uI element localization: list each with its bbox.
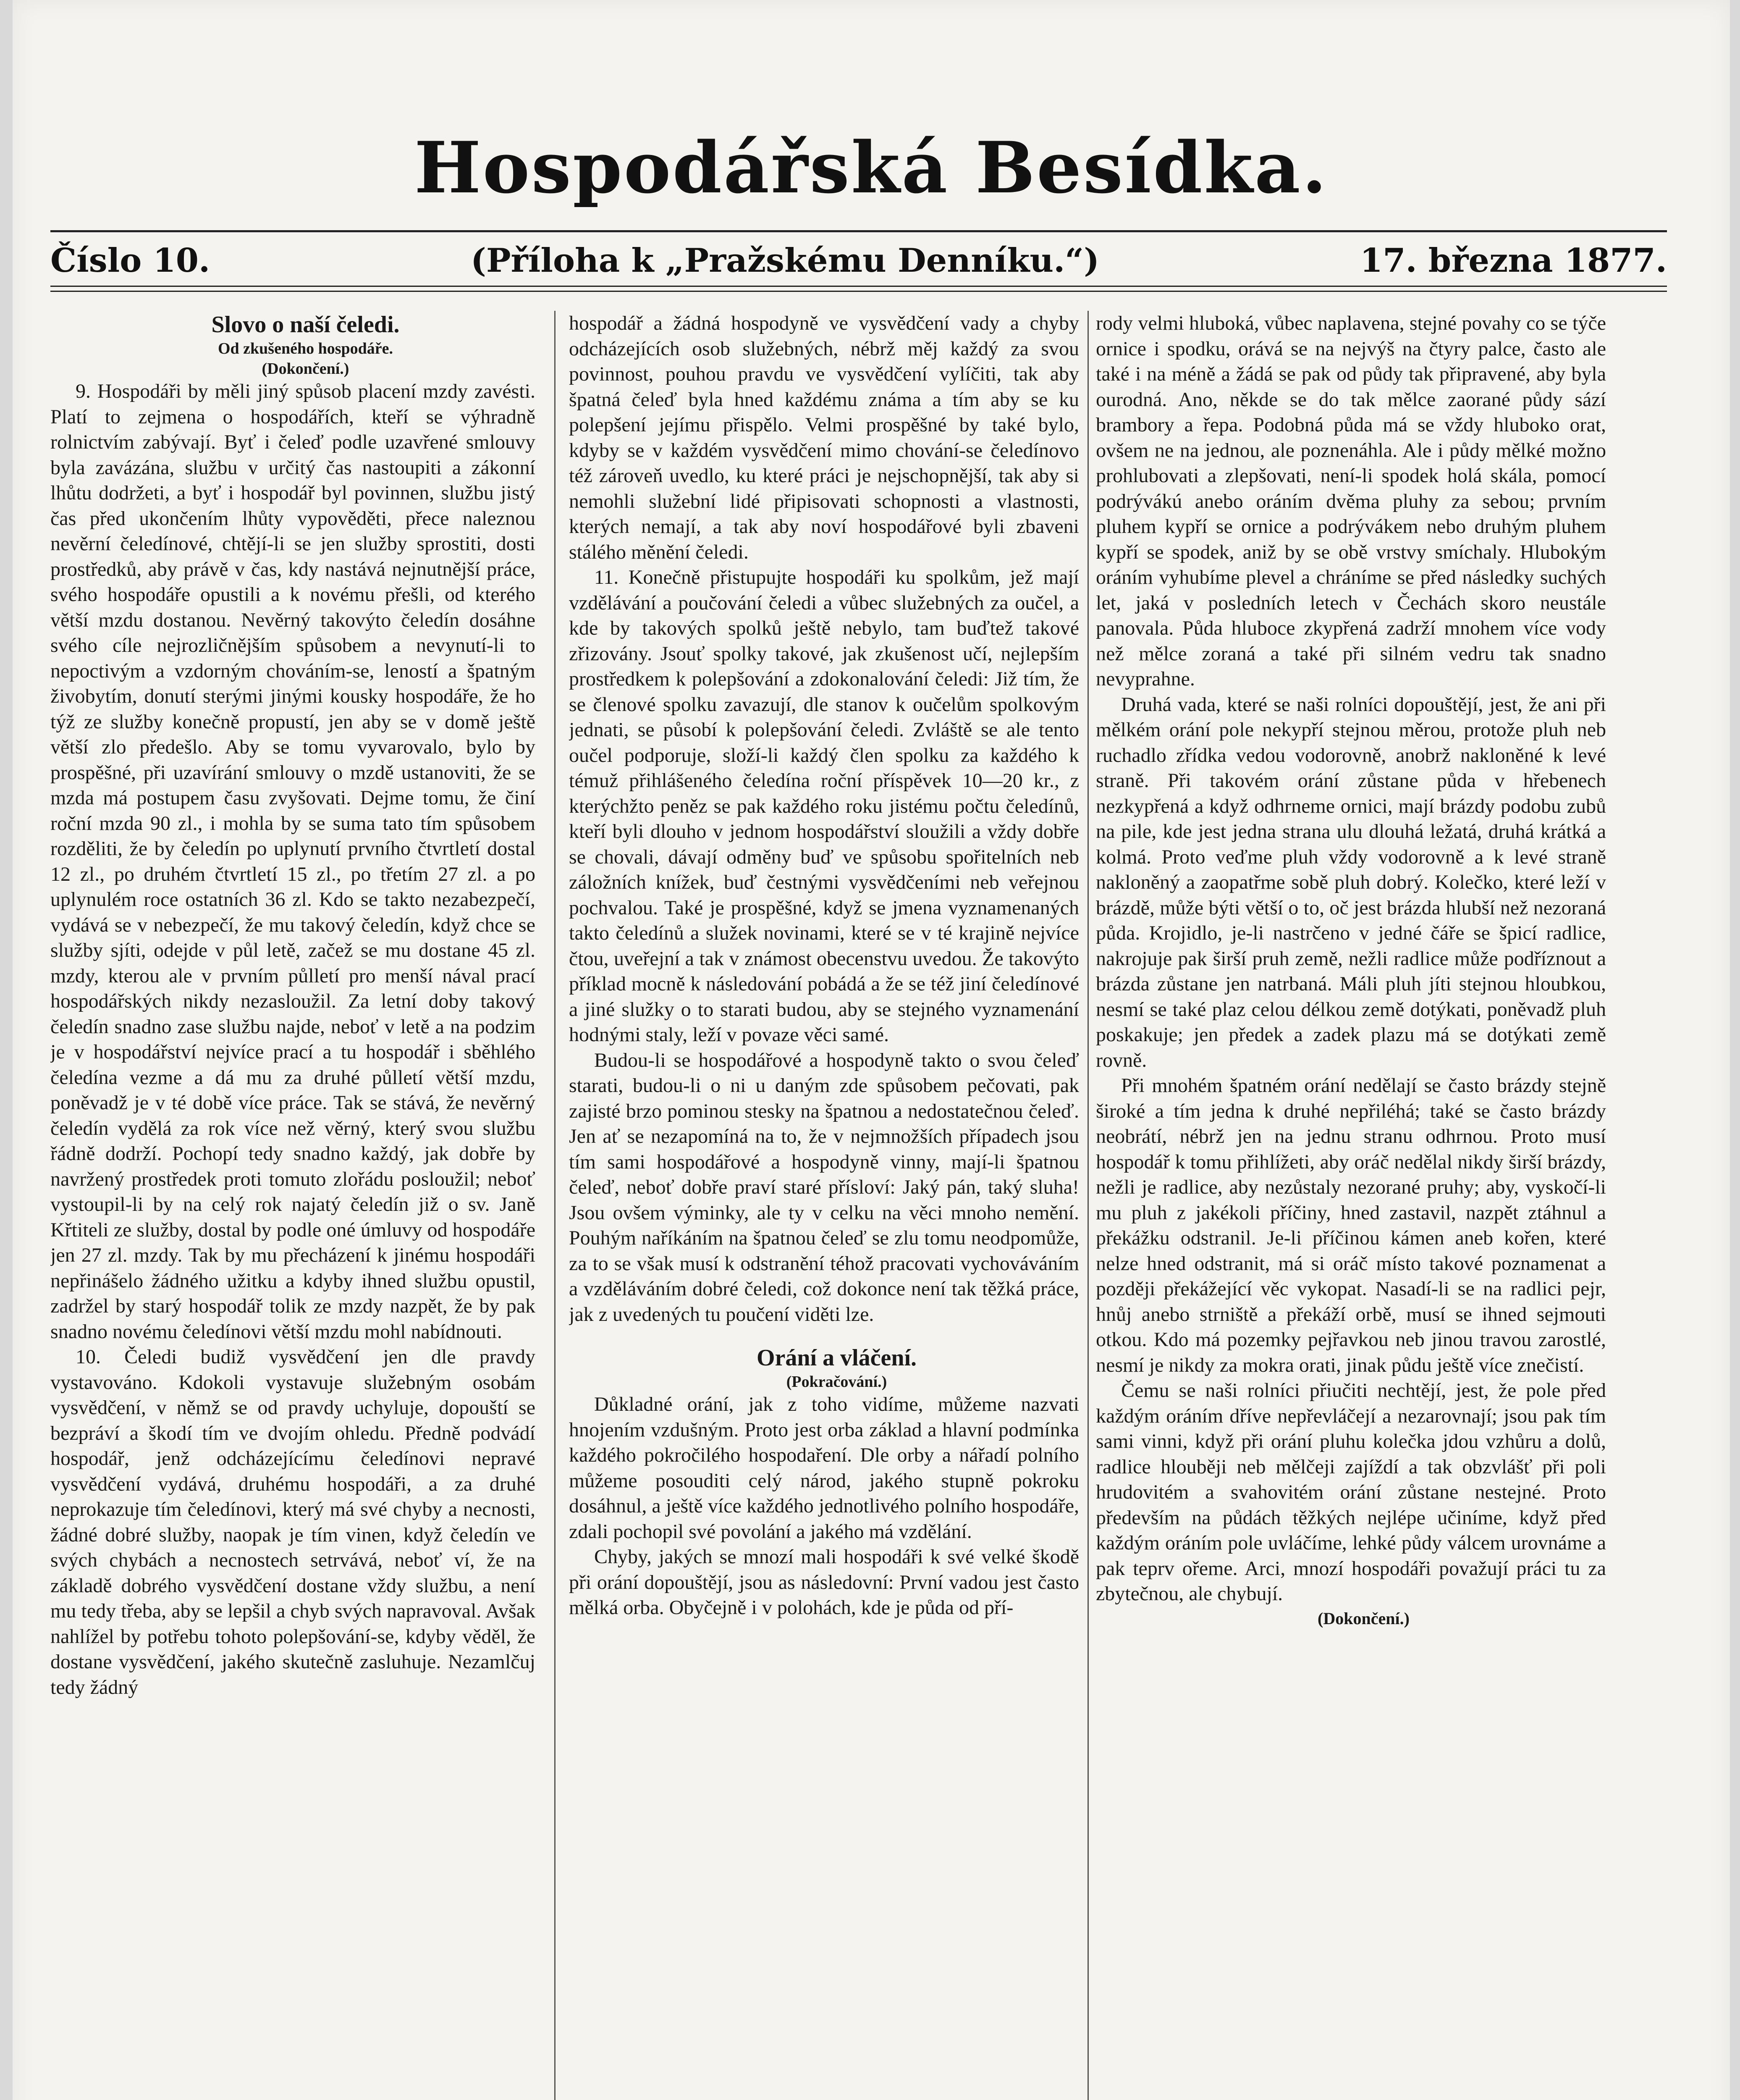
article2-paragraph-3: Druhá vada, které se naši rolníci dopouštějí, jest, že ani při mělkém orání pole nekypří stejnou měrou, protože pluh neb ruchadlo zřídka vedou vodorovně, anobrž nakloněné k levé straně. Při takovém orání zůstane půda v hřebenech nezkypřená a když odhrneme ornici, mají brázdy podobu zubů na pile, kde jest jedna strana ulu dlouhá ležatá, druhá krátká a kolmá. Proto veďme pluh vždy vodorovně a k levé straně nakloněný a zaopatřme sobě pluh dobrý. Kolečko, které leží v brázdě, může býti větší o to, oč jest brázda hlubší než nezoraná půda. Krojidlo, je-li nastrčeno v jedné čáře se špicí radlice, nakrojuje pak širší pruh země, nežli radlice může podříznout a brázda zůstane jen natrbaná. Máli pluh jíti stejnou hloubkou, nesmí se také plaz celou délkou země dotýkati, poněvadž pluh poskakuje; jen předek a zadek plazu má se dotýkati země rovně.: [1096, 693, 1606, 1071]
article2-paragraph-1: Důkladné orání, jak z toho vidíme, můžeme nazvati hnojením vzdušným. Proto jest orba základ a hlavní podmínka každého pokročilého hospodaření. Dle orby a nářadí polního můžeme posouditi celý národ, jakého stupně pokroku dosáhnul, a ještě více každého jednotlivého polního hospodáře, zdali pochopil své povolání a jakého má vzdělání.: [569, 1393, 1079, 1543]
paragraph-9: 9. Hospodáři by měli jiný spůsob placení mzdy zavésti. Platí to zejmena o hospodářích, kteří se výhradně rolnictvím zabývají. Byť i čeleď podle uzavřené smlouvy byla zavázána, službu v určitý čas nastoupiti a zákonní lhůtu dodržeti, a byť i hospodář byl povinnen, službu jistý čas před ukončením lhůty vypověděti, přece naleznou nevěrní čeledínové, chtějí-li se jen služby sprostiti, dosti prostředků, aby právě v čas, kdy nastává nejnutnější práce, svého hospodáře opustili a k novému přešli, od kterého větší mzdu dostanou. Nevěrný takovýto čeledín dosáhne svého cíle nejrozličnějším spůsobem a nevynutí-li to nepoctivým a vzdorným chováním-se, leností a špatným živobytím, donutí sterými jinými kousky hospodáře, že ho týž ze služby konečně propustí, jen aby se v domě ještě větší zlo předešlo. Aby se tomu vyvarovalo, bylo by prospěšné, při uzavírání smlouvy o mzdě ustanoviti, že se mzda má postupem času zvyšovati. Dejme tomu, že činí roční mzda 90 zl., i mohla by se suma tato tím spůsobem rozděliti, že by čeledín po uplynutí prvního čtvrtletí dostal 12 zl., po druhém čtvrtletí 15 zl., po třetím 27 zl. a po uplynulém roce ostatních 36 zl. Kdo se takto nezabezpečí, vydává se v nebezpečí, že mu takový čeledín, když chce se služby sjíti, odejde v půl letě, začež se mu dostane 45 zl. mzdy, kterou ale v prvním půlletí pro menší nával prací hospodářských nikdy nezasloužil. Za letní doby takový čeledín snadno zase službu najde, neboť v letě a na podzim je v hospodářství nejvíce prací a tu hospodář i sběhlého čeledína vezme a dá mu za druhé půlletí větší mzdu, poněvadž je v té době více práce. Tak se stává, že nevěrný čeledín vydělá za rok více než věrný, který svou službu řádně dodrží. Pochopí tedy snadno každý, jak dobře by navržený prostředek proti tomuto zlořádu posloužil; neboť vystoupil-li by na celý rok najatý čeledín již o sv. Janě Křtiteli ze služby, dostal by podle oné úmluvy od hospodáře jen 27 zl. mzdy. Tak by mu přecházení k jinému hospodáři nepřinášelo žádného užitku a kdyby ihned službu opustil, zadržel by starý hospodář tolik ze mzdy nazpět, že by pak snadno novému čeledínovi větší mzdu mohl nabídnouti.: [50, 380, 535, 1343]
article2-title: Orání a vláčení.: [756, 1345, 917, 1371]
article2-paragraph-4: Při mnohém špatném orání nedělají se často brázdy stejně široké a tím jedna k druhé nepřiléhá; také se často brázdy neobrátí, nébrž jen na jednu stranu odhrnou. Proto musí hospodář k tomu přihlížeti, aby oráč nedělal nikdy širší brázdy, nežli je radlice, aby nezůstaly nezorané pruhy; aby, vyskočí-li mu pluh z jakékoli příčiny, hned zastavil, nazpět ztáhnul a překážku odstranil. Je-li příčinou kámen aneb kořen, které nelze hned odstranit, má si oráč místo takové poznamenat a později překážející věc vykopat. Nasadí-li se na radlici pejr, hnůj anebo strniště a překáží orbě, musí se ihned sejmouti otkou. Kdo má pozemky pejřavkou neb jinou travou zarostlé, nesmí je nikdy za mokra orati, jinak půdu ještě více znečistí.: [1096, 1074, 1606, 1376]
supplement-note: (Příloha k „Pražskému Denníku.“): [471, 241, 1100, 280]
issue-date: 17. března 1877.: [1360, 241, 1667, 280]
column-2: [569, 311, 1079, 2100]
article2-continued-note: (Pokračování.): [786, 1373, 887, 1391]
header-rule-2: [50, 291, 1667, 292]
paragraph-10-continued: hospodář a žádná hospodyně ve vysvědčení vady a chyby odcházejících osob služebných, nébrž měj každý za svou povinnost, pouhou pravdu ve vysvědčení vylíčiti, tak aby špatná čeleď byla hned každému známa a tím aby se ku polepšení jejímu přispělo. Velmi prospěšné by také bylo, kdyby se v každém vysvědčení mimo chování-se čeledínovo též zároveň uvedlo, ku které práci je nejschopnější, tak aby si nemohli služební lidé připisovati schopnosti a vlastnosti, kterých nemají, a tak aby noví hospodářové byli zbaveni stálého měnění čeledi.: [569, 312, 1079, 563]
paragraph-closing: Budou-li se hospodářové a hospodyně takto o svou čeleď starati, budou-li o ni u daným zde spůsobem pečovati, pak zajisté brzo pominou stesky na špatnou a nedostatečnou čeleď. Jen ať se nezapomíná na to, že v nejmnožších případech jsou tím sami hospodářové a hospodyně vinny, mají-li špatnou čeleď, neboť dobře praví staré přísloví: Jaký pán, taký sluha! Jsou ovšem výminky, ale ty v celku na věci mnoho nemění. Pouhým naříkáním na špatnou čeleď se zlu tomu neodpomůže, za to se však musí k odstranění téhož pracovati vychováváním a vzděláváním dobré čeledi, což dokonce není tak těžká práce, jak z uvedených tu poučení viděti lze.: [569, 1049, 1079, 1326]
issue-info-line: [50, 237, 1667, 284]
issue-number: Číslo 10.: [50, 241, 210, 280]
article-continued-note: (Dokončení.): [262, 360, 349, 378]
column-divider-1: [554, 311, 556, 2100]
to-be-concluded-note: (Dokončení.): [1318, 1609, 1410, 1628]
article-byline: Od zkušeného hospodáře.: [218, 340, 393, 357]
article2-paragraph-5: Čemu se naši rolníci přiučiti nechtějí, jest, že pole před každým oráním dříve nepřevláčejí a nezarovnají; jsou pak tím sami vinni, když při orání pluhu kolečka jdou vzhůru a dolů, radlice hlouběji neb mělčeji zajíždí a tak obzvlášť při poli hrudovitém a svahovitém orání zůstane nestejné. Proto především na půdách těžkých nejlépe učiníme, když před každým oráním pole uvláčíme, lehké půdy válcem urovnáme a pak teprv ořeme. Arci, mnozí hospodáři považují práci tu za zbytečnou, ale chybují.: [1096, 1379, 1606, 1605]
article2-paragraph-2-continued: rody velmi hluboká, vůbec naplavena, stejné povahy co se týče ornice i spodku, orává se na nejvýš na čtyry palce, často ale také i na méně a žádá se pak od půdy tak připravené, aby byla ourodná. Ano, někde se do tak mělce zaorané půdy sází brambory a řepa. Podobná půda má se vždy hluboko orat, ovšem ne na jednou, ale poznenáhla. Ale i půdy mělké možno prohlubovati a zlepšovati, není-li spodek holá skála, pomocí podrývákú anebo oráním dvěma pluhy za sebou; prvním pluhem kypří se ornice a podrývákem nebo druhým pluhem kypří se spodek, aniž by se obě vrstvy smíchaly. Hlubokým oráním vyhubíme plevel a chráníme se před následky suchých let, jaká v posledních letech v Čechách skoro neustále panovala. Půda hluboce zkypřená zadrží mnohem více vody než mělce zoraná a také při silném vedru tak snadno nevyprahne.: [1096, 312, 1606, 690]
newspaper-page: [13, 0, 1730, 2100]
article2-paragraph-2: Chyby, jakých se mnozí mali hospodáři k své velké škodě při orání dopouštějí, jsou as následovní: První vadou jest často mělká orba. Obyčejně i v polohách, kde je půda od pří-: [569, 1546, 1079, 1619]
column-divider-2: [1088, 311, 1089, 2100]
column-1: [50, 311, 535, 2100]
top-rule: [50, 230, 1667, 232]
paragraph-10: 10. Čeledi budiž vysvědčení jen dle pravdy vystavováno. Kdokoli vystavuje služebným osobám vysvědčení, v němž se od pravdy uchyluje, dopouští se bezpráví a škodí tím ve dvojím ohledu. Předně podvádí hospodář, jenž odcházejícímu čeledínovi nepravé vysvědčení vydává, druhému hospodáři, a za druhé neprokazuje tím čeledínovi, který má své chyby a necnosti, žádné dobré služby, naopak je tím vinen, když čeledín ve svých chybách a necnostech setrvává, neboť ví, že na základě dobrého vysvědčení dostane vždy službu, a není mu tedy třeba, aby se lepšil a chyb svých napravoval. Avšak nahlížel by potřebu tohoto polepšování-se, kdyby věděl, že dostane vysvědčení, jakého skutečně zasluhuje. Nezamlčuj tedy žádný: [50, 1346, 535, 1698]
article-title: Slovo o naší čeledi.: [211, 312, 400, 338]
paragraph-11: 11. Konečně přistupujte hospodáři ku spolkům, jež mají vzdělávání a poučování čeledi a vůbec služebných za oučel, a kde by takových spolků ještě nebylo, tam buďtež takové zřizovány. Jsouť spolky takové, jak zkušenost učí, nejlepším prostředkem k polepšování a zdokonalování čeledi: Již tím, že se členové spolku zavazují, dle stanov k oučelům spolkovým jednati, se působí k polepšování čeledi. Zvláště se ale tento oučel podporuje, složí-li každý člen spolku za každého k témuž přihlášeného čeledína roční příspěvek 10—20 kr., z kterýchžto peněz se pak každého roku jistému počtu čeledínů, kteří byli dlouho v jednom hospodářství sloužili a vždy dobře se chovali, dávají odměny buď ve spůsobu spořitelních neb záložních knížek, buď čestnými vysvědčeními neb veřejnou pochvalou. Také je prospěšné, když se jmena vyznamenaných takto čeledínů a služek novinami, které se v té krajině nejvíce čtou, uveřejní a tak v známost obecenstvu uvedou. Že takovýto příklad mocně k následování pobádá a že se též jiní čeledínové a jiné služky o to starati budou, aby se stejného vyznamenání hodnými staly, leží v povaze věci samé.: [569, 566, 1079, 1046]
masthead-title: Hospodářská Besídka.: [414, 126, 1329, 209]
column-3: [1096, 311, 1606, 2100]
header-rule-1: [50, 286, 1667, 287]
